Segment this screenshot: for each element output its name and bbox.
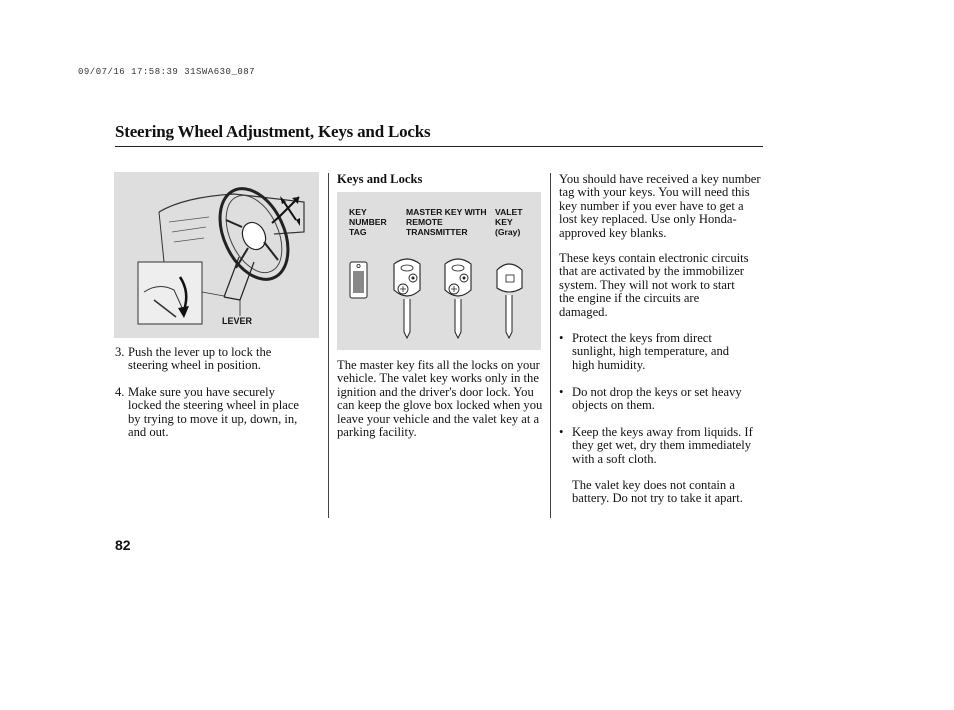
bullet-dot: • — [559, 425, 564, 439]
bullet-item — [559, 386, 763, 414]
immobilizer-paragraph: These keys contain electronic circuits that are activated by the immobilizer system. They will not work to start the engine if the circuits are damaged. — [559, 251, 749, 319]
step-number: 4. — [115, 385, 125, 399]
steering-column-drawing — [114, 172, 319, 338]
bullet-text: Protect the keys from direct sunlight, high temperature, and high humidity. — [572, 331, 730, 372]
key-number-tag-label: KEY NUMBER TAG — [349, 207, 387, 237]
bullet-item — [559, 332, 763, 372]
step-text: Push the lever up to lock the steering wheel in position. — [128, 345, 272, 373]
print-stamp: 09/07/16 17:58:39 31SWA630_087 — [78, 67, 256, 77]
step-number: 3. — [115, 345, 125, 359]
keys-illustration — [337, 192, 541, 350]
master-key-paragraph: The master key fits all the locks on your vehicle. The valet key works only in the ignition and the driver's door lock. You can keep the glove box locked when you leave your vehicle and the valet key at a parking facility. — [337, 358, 543, 440]
step-4 — [115, 386, 320, 442]
step-text: Make sure you have securely locked the steering wheel in place by trying to move it up, down, in, and out. — [128, 385, 299, 440]
bullet-dot: • — [559, 385, 564, 399]
valet-key-note: The valet key does not contain a battery. Do not try to take it apart. — [572, 478, 743, 506]
page-title: Steering Wheel Adjustment, Keys and Locks — [115, 122, 431, 141]
bullet-text: Do not drop the keys or set heavy objects on them. — [572, 385, 742, 413]
page-number: 82 — [115, 537, 131, 553]
bullet-text: Keep the keys away from liquids. If they get wet, dry them immediately with a soft cloth. — [572, 425, 753, 466]
bullet-item — [559, 426, 763, 466]
steering-illustration — [114, 172, 319, 338]
keys-and-locks-heading: Keys and Locks — [337, 172, 423, 186]
valet-key-label: VALET KEY (Gray) — [495, 207, 523, 237]
step-3 — [115, 346, 320, 374]
keys-drawing — [337, 192, 541, 350]
master-key-label: MASTER KEY WITH REMOTE TRANSMITTER — [406, 207, 487, 237]
column-divider-left — [328, 173, 329, 518]
column-divider-right — [550, 173, 551, 518]
bullet-dot: • — [559, 331, 564, 345]
lever-label: LEVER — [222, 316, 253, 326]
title-divider — [115, 146, 763, 147]
key-number-paragraph: You should have received a key number tag with your keys. You will need this key number if you ever have to get a lost key replaced. Use only Honda-approved key blanks. — [559, 172, 761, 240]
